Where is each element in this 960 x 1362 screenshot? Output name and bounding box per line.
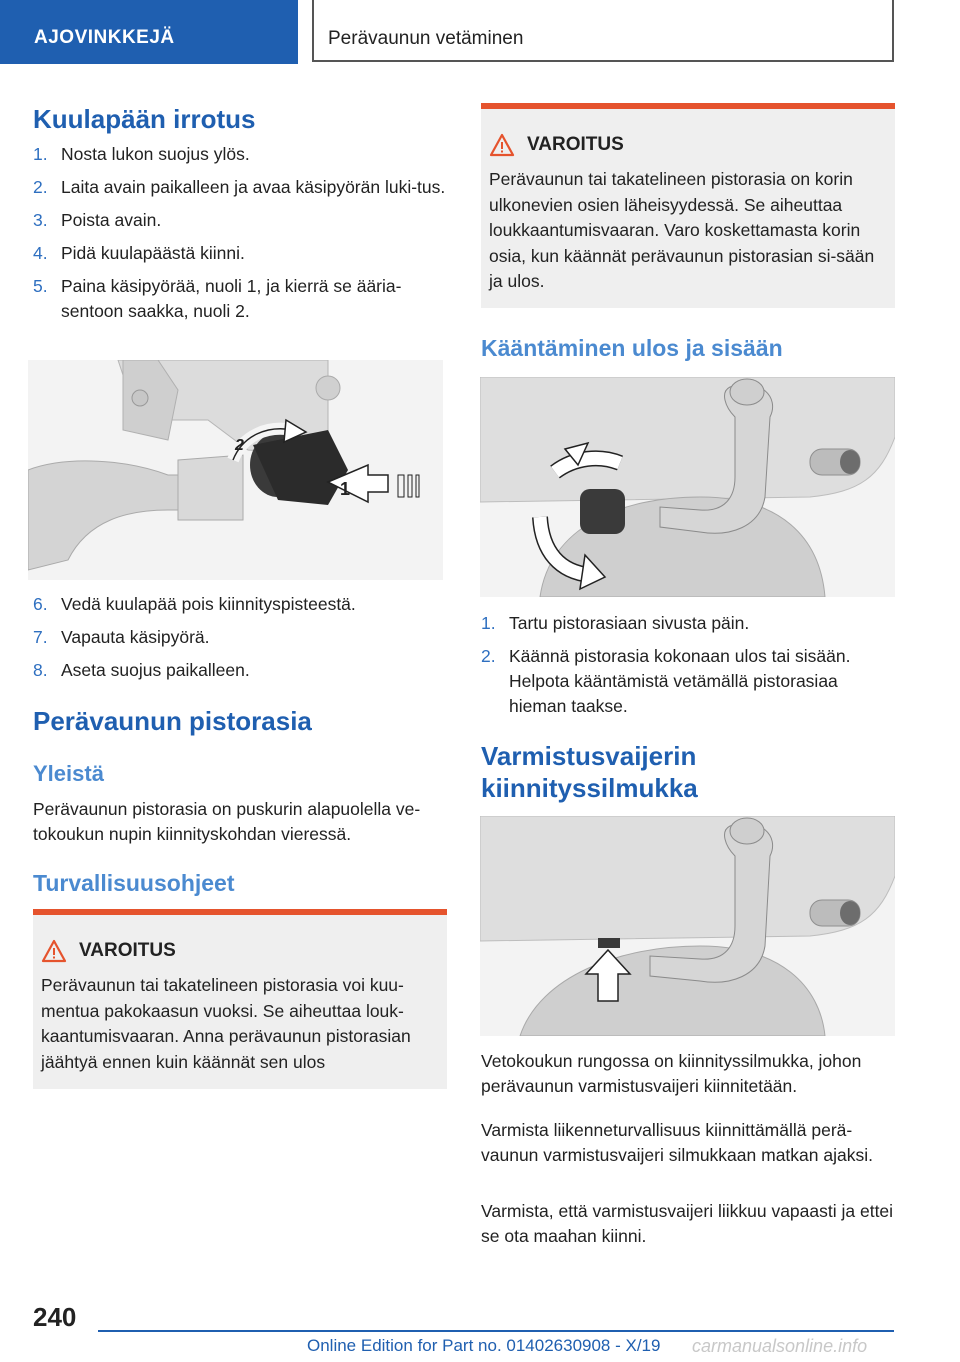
warning-heading: VAROITUS: [79, 940, 176, 961]
safety-heading: Turvallisuusohjeet: [33, 870, 235, 896]
list-item: 2. Käännä pistorasia kokonaan ulos tai sisään. Helpota kääntämistä vetämällä pistorasiaa hieman taakse.: [481, 646, 851, 716]
ball-head-removal-figure: [28, 360, 443, 580]
general-text: Perävaunun pistorasia on puskurin alapuolella ve-tokoukun nupin kiinnityskohdan vieressä.: [33, 799, 421, 844]
topic-title: Perävaunun vetäminen: [328, 28, 524, 49]
warning-header: [41, 939, 437, 963]
removal-steps: [33, 142, 447, 332]
list-item: 5. Paina käsipyörää, nuoli 1, ja kierrä se ääria-sentoon saakka, nuoli 2.: [33, 276, 402, 321]
list-item: 3. Poista avain.: [33, 210, 162, 230]
topic-tab: [312, 0, 894, 62]
section-title: AJOVINKKEJÄ: [34, 27, 175, 48]
removal-steps-continued: [33, 592, 447, 691]
list-item: 4. Pidä kuulapäästä kiinni.: [33, 243, 245, 263]
general-heading: Yleistä: [33, 761, 104, 786]
socket-heading: Perävaunun pistorasia: [33, 706, 312, 736]
list-item: 1. Tartu pistorasiaan sivusta päin.: [481, 613, 750, 633]
warning-header: [489, 133, 885, 157]
warning-text: Perävaunun tai takatelineen pistorasia on korin ulkonevien osien läheisyydessä. Se aiheuttaa loukkaantumisvaaran. Varo koskettamasta korin osia, kun käännät perävaunun pistorasian si-sään ja ulos.: [489, 169, 875, 291]
list-item: 1. Nosta lukon suojus ylös.: [33, 144, 250, 164]
removal-heading: Kuulapään irrotus: [33, 104, 256, 134]
eye-text-2: Varmista liikenneturvallisuus kiinnittämällä perä-vaunun varmistusvaijeri silmukkaan matkan ajaksi.: [481, 1120, 873, 1165]
section-tab: [0, 0, 298, 64]
eye-heading: Varmistusvaijerin kiinnityssilmukka: [481, 741, 698, 803]
footer-divider: [98, 1330, 894, 1332]
socket-turning-figure: [480, 377, 895, 597]
eye-text-1: Vetokoukun rungossa on kiinnityssilmukka, johon perävaunun varmistusvaijeri kiinnitetään.: [481, 1051, 862, 1096]
list-item: 2. Laita avain paikalleen ja avaa käsipyörän luki-tus.: [33, 177, 446, 197]
warning-triangle-icon: [489, 133, 515, 157]
warning-box-body-parts: [481, 103, 895, 308]
list-item: 8. Aseta suojus paikalleen.: [33, 660, 250, 680]
turn-heading: Kääntäminen ulos ja sisään: [481, 335, 783, 361]
safety-eye-figure: [480, 816, 895, 1036]
watermark: carmanualsonline.info: [692, 1336, 868, 1356]
arrow-2-label: 2: [235, 437, 244, 454]
warning-box-heat: [33, 909, 447, 1089]
page-number: 240: [33, 1302, 77, 1332]
footer-edition: Online Edition for Part no. 01402630908 - X/19: [307, 1336, 661, 1355]
warning-triangle-icon: [41, 939, 67, 963]
list-item: 7. Vapauta käsipyörä.: [33, 627, 210, 647]
warning-heading: VAROITUS: [527, 134, 624, 155]
turn-steps: [481, 611, 895, 727]
arrow-1-label: 1: [340, 479, 351, 499]
eye-text-3: Varmista, että varmistusvaijeri liikkuu vapaasti ja ettei se ota maahan kiinni.: [481, 1201, 894, 1246]
warning-text: Perävaunun tai takatelineen pistorasia voi kuu-mentua pakokaasun vuoksi. Se aiheuttaa louk-kaantumisvaaran. Anna perävaunun pistorasian jäähtyä ennen kuin käännät sen ulos: [41, 975, 411, 1072]
list-item: 6. Vedä kuulapää pois kiinnityspisteestä.: [33, 594, 356, 614]
